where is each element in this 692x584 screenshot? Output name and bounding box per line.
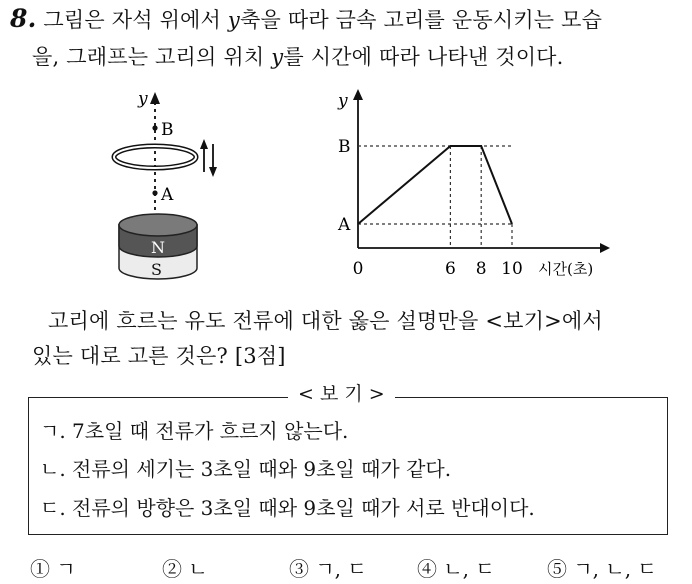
question-text-2b: 를 시간에 따라 나타낸 것이다. bbox=[283, 45, 564, 69]
y-tick-label-a: A bbox=[338, 215, 351, 235]
x-tick-label-8: 8 bbox=[475, 259, 487, 279]
bogi-title: < 보 기 > bbox=[288, 381, 395, 407]
question-var-2: y bbox=[271, 45, 284, 69]
ring-y-axis-arrow-icon bbox=[150, 92, 160, 104]
graph-y-ticks bbox=[337, 137, 351, 235]
question-text-1a: 그림은 자석 위에서 bbox=[43, 8, 228, 32]
bogi-item-3: ㄷ. 전류의 방향은 3초일 때와 9초일 때가 서로 반대이다. bbox=[40, 496, 535, 520]
magnet-n-label: N bbox=[151, 238, 165, 257]
graph-x-axis-label: 시간(초) bbox=[538, 260, 594, 278]
point-a-label: A bbox=[161, 185, 174, 205]
question-var-1: y bbox=[227, 8, 240, 32]
graph-x-ticks bbox=[353, 259, 523, 279]
choice-2[interactable]: ② ㄴ bbox=[162, 557, 208, 581]
position-time-graph bbox=[330, 88, 620, 288]
question-text-2a: 을, 그래프는 고리의 위치 bbox=[32, 45, 272, 69]
x-tick-label-6: 6 bbox=[444, 259, 456, 279]
point-a-dot bbox=[152, 190, 157, 195]
magnet-s-label: S bbox=[151, 260, 162, 279]
point-b-dot bbox=[152, 125, 157, 130]
graph-dashed-guides bbox=[358, 146, 512, 248]
graph-x-axis-arrow-icon bbox=[600, 243, 610, 253]
bogi-item-1: ㄱ. 7초일 때 전류가 흐르지 않는다. bbox=[40, 419, 349, 443]
graph-y-axis-arrow-icon bbox=[353, 89, 363, 100]
prompt-line-2: 있는 대로 고른 것은? [3점] bbox=[32, 344, 286, 368]
choice-3[interactable]: ③ ㄱ, ㄷ bbox=[289, 557, 367, 581]
choice-5[interactable]: ⑤ ㄱ, ㄴ, ㄷ bbox=[547, 557, 657, 581]
point-b-label: B bbox=[161, 120, 174, 140]
metal-ring-highlight bbox=[114, 146, 196, 168]
x-tick-label-0: 0 bbox=[352, 259, 364, 279]
up-down-arrows-icon bbox=[200, 139, 217, 177]
y-tick-label-b: B bbox=[338, 137, 351, 157]
position-series-line bbox=[358, 146, 512, 224]
question-line-2 bbox=[32, 43, 564, 71]
choice-4[interactable]: ④ ㄴ, ㄷ bbox=[417, 557, 495, 581]
ring-y-axis-label: y bbox=[138, 89, 148, 109]
bogi-item-2: ㄴ. 전류의 세기는 3초일 때와 9초일 때가 같다. bbox=[40, 457, 452, 481]
magnet bbox=[119, 214, 197, 279]
question-text-1b: 축을 따라 금속 고리를 운동시키는 모습 bbox=[239, 8, 603, 32]
choice-1[interactable]: ① ㄱ bbox=[30, 557, 76, 581]
graph-y-axis-label: y bbox=[338, 91, 348, 111]
x-tick-label-10: 10 bbox=[501, 259, 523, 279]
question-number: 8. bbox=[10, 4, 37, 33]
question-line-1 bbox=[10, 5, 602, 34]
prompt-line-1: 고리에 흐르는 유도 전류에 대한 옳은 설명만을 <보기>에서 bbox=[48, 309, 603, 333]
ring-magnet-figure bbox=[105, 88, 235, 283]
